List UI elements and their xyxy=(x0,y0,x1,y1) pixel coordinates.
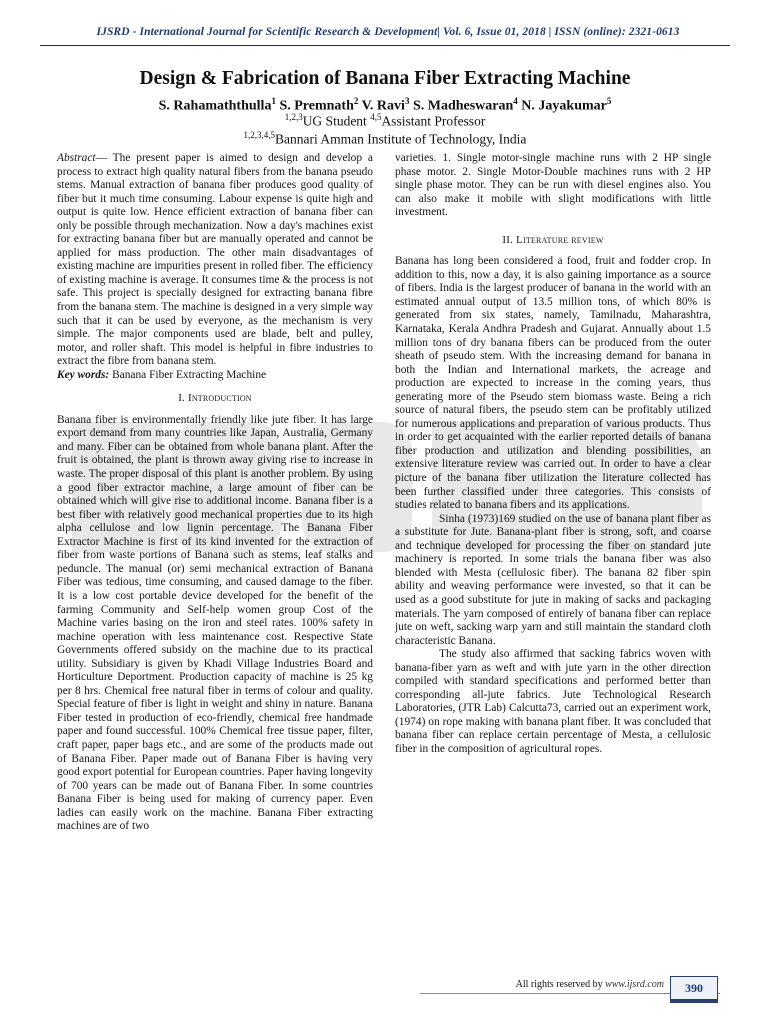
section-title: Introduction xyxy=(187,392,252,405)
page-number-bar xyxy=(670,999,718,1003)
section-title: Literature review xyxy=(516,233,604,246)
author-sup: 1 xyxy=(271,96,276,106)
abstract-text: The present paper is aimed to design and develop a process to extract high quality natural fibers from the banana pseudo stems. Manual extraction of banana fiber produces good quality of fiber but it much time consuming. Labour expense is quite high and output is quite low. Hence efficient extraction of banana fiber can only be possible through mechanization. Now a day's machines exist for extracting banana fiber but are manually operated and cannot be applied for mass production. The other main disadvantages of existing machine are impurities present in rolled fiber. The efficiency of existing machine is average. It consumes time & the process is not safe. This project is specially designed for extracting banana fibre from the banana stem. The machine is designed in a very simple way such that it can be used by everyone, as the mechanism is very simple. The major components used are blade, belt and pulley, motor, and roller shaft. This model is helpful in fibre industries to extract the fibre from banana stem. xyxy=(57,152,373,368)
right-column xyxy=(395,152,711,757)
affiliation-sup: 1,2,3 xyxy=(284,112,303,122)
affiliation-text: UG Student xyxy=(302,113,371,129)
abstract-dash: — xyxy=(95,152,113,164)
literature-paragraph: Sinha (1973)169 studied on the use of banana plant fiber as a substitute for Jute. Banana-plant fiber is strong, soft, and coarse and technique developed for processing the fiber on standard jute machinery is reported. In some trials the banana fiber was also blended with Mesta (cellulosic fiber). The banana 82 fiber spin ability and weaving performance were invested, so that it can be used as a good substitute for jute in making of sacks and packaging materials. The yarn composed of entirely of banana fiber can replace jute on weft, sacking warp yarn and still maintain the standard cloth characteristic Banana. xyxy=(395,512,711,647)
author-sup: 4 xyxy=(513,96,518,106)
keywords-text: Banana Fiber Extracting Machine xyxy=(109,368,267,381)
keywords-label: Key words: xyxy=(57,368,110,381)
section-heading-introduction xyxy=(57,392,373,406)
affiliation-roles xyxy=(40,112,730,130)
author-sup: 2 xyxy=(353,96,359,106)
footer-rights xyxy=(420,979,664,990)
affiliation-sup: 4,5 xyxy=(370,112,382,122)
affiliation-institute xyxy=(40,130,730,148)
affiliation-text: Bannari Amman Institute of Technology, India xyxy=(275,131,527,147)
literature-paragraph: The study also affirmed that sacking fabrics woven with banana-fiber yarn as weft and with jute yarn in the other direction compiled with standard specifications and performed better than corresponding all-jute fabrics. Jute Technological Research Laboratories, (JTR Lab) Calcutta73, carried out an experiment work, (1974) on rope making with banana plant fiber. It was concluded that banana fiber can replace certain percentage of Mesta, a cellulosic fiber in the composition of agricultural ropes. xyxy=(395,648,711,755)
affiliation-text: Assistant Professor xyxy=(381,113,486,129)
introduction-paragraph: Banana fiber is environmentally friendly like jute fiber. It has large export demand from many countries like Japan, Australia, Germany and many. Fiber can be obtained from whole banana plant. After the fruit is obtained, the plant is thrown away giving rise to increase in waste. The proper disposal of this plant is another problem. By using a good fiber extractor machine, a large amount of fiber can be obtained which will give rise to additional income. Banana fiber is a best fiber with relatively good mechanical properties due to its high alpha cellulose and low lignin percentage. The Banana Fiber Extractor Machine is first of its kind invented for the extraction of fiber from waste portions of Banana such as stems, leaf stalks and peduncle. The manual (or) semi mechanical extraction of Banana Fiber was tedious, time consuming, and caused damage to the fiber. It is a low cost portable device developed for the benefit of the farming Community and Self-help women group Cost of the Machine varies basing on the iron and steel rates. 100% safety in machine operation with less maintenance cost. Respective State Governments offered subsidy on the machine due to its practical utility. Subsidiary is given by Khadi Village Industries Board and Horticulture Deportment. Production capacity of machine is 25 kg per 8 hrs. Chemical free natural fiber in terms of colour and quality. Special feature of fiber is light in weight and shiny in nature. Banana Fiber tested in production of eco-friendly, chemical free handmade paper and found successful. 100% Chemical free tissue paper, filter, craft paper, paper bags etc., and are some of the products made out of Banana Fiber. Paper made out of Banana Fiber is having very good export potential for European countries. Paper having longevity of 700 years can be made out of Banana Fiber. In some countries Banana Fiber is being used for making of currency paper. Even ladies can easily work on the machine. Banana Fiber extracting machines are of two xyxy=(57,413,374,833)
header-rule xyxy=(40,45,730,46)
introduction-continued: varieties. 1. Single motor-single machine runs with 2 HP single phase motor. 2. Single Motor-Double machines runs with 2 HP single phase motor. They can be run with diesel engines also. You can also make it mobile with slight modifications with little investment. xyxy=(395,152,711,219)
author-name: V. Ravi xyxy=(361,98,405,114)
author-name: N. Jayakumar xyxy=(521,98,607,114)
paper-title: Design & Fabrication of Banana Fiber Extracting Machine xyxy=(139,68,631,89)
keywords-line xyxy=(57,369,373,383)
section-heading-literature-review xyxy=(395,234,711,248)
abstract-paragraph xyxy=(57,152,373,369)
affiliation-sup: 1,2,3,4,5 xyxy=(243,130,276,140)
footer-rights-text: All rights reserved by xyxy=(515,979,606,990)
literature-paragraph: Banana has long been considered a food, fruit and fodder crop. In addition to this, now a day, it is also gaining importance as a source of fibers. India is the largest producer of banana in the world with an estimated annual output of 13.5 million tons, of which 80% is generated from six states, namely, Tamilnadu, Maharashtra, Karnataka, Kerala Andhra Pradesh and Gujarat. Annually about 1.5 million tons of dry banana fibers can be produced from the outer sheath of pseudo stem. With the increasing demand for banana in both the Indian and International markets, the acreage and production are expected to increase in the coming years, thus generating more of the Pseudo stem biomass waste. Being a rich source of natural fibers, the pseudo stem can be profitably utilized for numerous applications and preparation of various products. Thus in order to get acquainted with the earlier reported details of banana fiber production and utilization and blending possibilities, an extensive literature review was carried out. In order to have a clear picture of the banana fiber utilization the literature collected has been further classified under three categories. This consists of studies related to banana fibers and its applications. xyxy=(395,255,711,512)
footer-site-link[interactable]: www.ijsrd.com xyxy=(605,979,664,990)
abstract-label: Abstract xyxy=(57,152,96,164)
author-name: S. Rahamaththulla xyxy=(158,98,272,114)
journal-header: IJSRD - International Journal for Scientific Research & Development| Vol. 6, Issue 01, 2018 | ISSN (online): 2321-0613 xyxy=(96,26,680,38)
author-name: S. Premnath xyxy=(279,98,354,114)
author-sup: 5 xyxy=(606,96,612,106)
page-number: 390 xyxy=(670,976,718,1000)
section-number: II. xyxy=(502,233,517,246)
left-column xyxy=(57,152,373,834)
author-sup: 3 xyxy=(404,96,410,106)
section-number: I. xyxy=(178,392,188,405)
author-name: S. Madheswaran xyxy=(412,98,514,114)
